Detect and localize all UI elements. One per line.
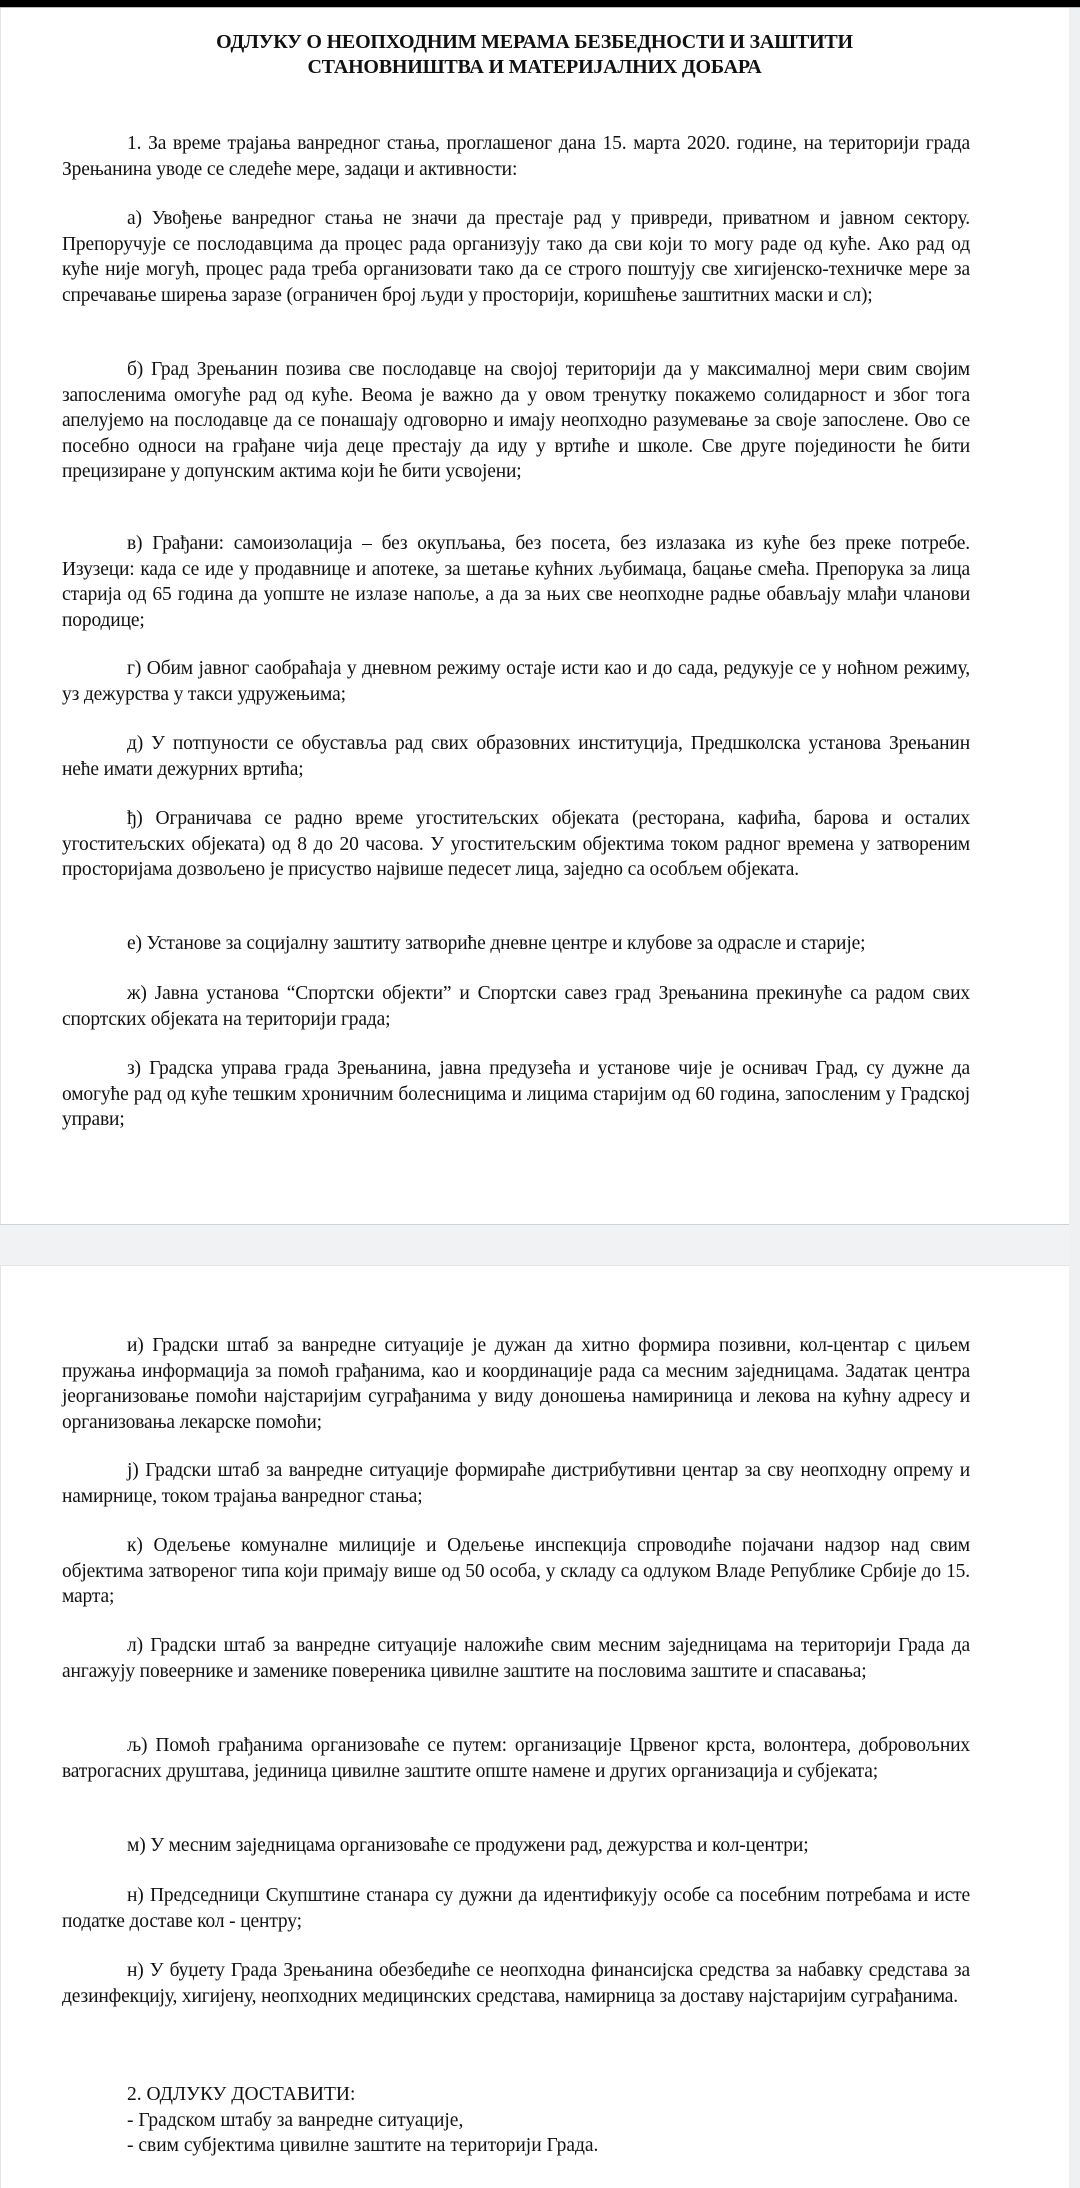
item-lj: љ) Помоћ грађанима организоваће се путем: организације Црвеног крста, волонтера, добровољних ватрогасних друштава, јединица цивилне заштите опште намене и других организација и субјеката; [62,1735,970,1782]
scrollbar[interactable] [1069,8,1080,2188]
delivery-heading: 2. ОДЛУКУ ДОСТАВИТИ: [127,2084,356,2105]
item-zh: ж) Јавна установа “Спортски објекти” и Спортски савез град Зрењанина прекинуће са радом свих спортских објеката на територији града; [62,983,970,1030]
item-z: з) Градска управа града Зрењанина, јавна предузећа и установе чије је оснивач Град, су дужне да омогуће рад од куће тешким хроничним болесницима и лицима старијим од 60 година, запосленим у Градској управи; [62,1058,970,1130]
top-status-bar [0,0,1080,8]
item-n: н) Председници Скупштине станара су дужни да идентификују особе са посебним потребама и исте податке доставе кол - центру; [62,1885,970,1932]
item-j: ј) Градски штаб за ванредне ситуације формираће дистрибутивни центар за сву неопходну опрему и намирнице, током трајања ванредног стања; [62,1460,970,1507]
title-line-1: ОДЛУКУ О НЕОПХОДНИМ МЕРАМА БЕЗБЕДНОСТИ И ЗАШТИТИ [216,31,853,53]
item-m: м) У месним заједницама организоваће се продужени рад, дежурства и кол-центри; [127,1835,809,1856]
item-n-budget: н) У буџету Града Зрењанина обезбедиће се неопходна финансијска средства за набавку средстава за дезинфекцију, хигијену, неопходних медицинских средстава, намирница за доставу најстаријим суграђанима. [62,1960,970,2007]
item-e: е) Установе за социјалну заштиту затвориће дневне центре и клубове за одрасле и старије; [127,933,866,954]
item-v: в) Грађани: самоизолација – без окупљања, без посета, без излазака из куће без преке потребе. Изузеци: када се иде у продавнице и апотеке, за шетање кућних љубимаца, бацање смећа. Препорука за лица старија од 65 година да уопште не излазе напоље, а да за њих све неопходне радње обављају млађи чланови породице; [62,533,970,631]
document-title [0,30,1069,80]
delivery-recipient: - свим субјектима цивилне заштите на територији Града. [127,2135,599,2156]
item-dj: ђ) Ограничава се радно време угоститељских објеката (ресторана, кафића, барова и осталих угоститељских објеката) од 8 до 20 часова. У угоститељским објектима током радног времена у затвореним просторијама дозвољено је присуство највише педесет лица, заједно са особљем објеката. [62,808,970,880]
delivery-recipient: - Градском штабу за ванредне ситуације, [127,2109,464,2131]
item-l: л) Градски штаб за ванредне ситуације наложиће свим месним заједницама на територији Града да ангажују повеернике и заменике повереника цивилне заштите на пословима заштите и спасавања; [62,1635,970,1682]
item-a: а) Увођење ванредног стања не значи да престаје рад у привреди, приватном и јавном сектору. Препоручује се послодавцима да процес рада организују тако да сви који то могу раде од куће. Ако рад од куће није могућ, процес рада треба организовати тако да се строго поштују све хигијенско-техничке мере за спречавање ширења заразе (ограничен број људи у просторији, коришћење заштитних маски и сл); [62,208,970,306]
item-i: и) Градски штаб за ванредне ситуације је дужан да хитно формира позивни, кол-центар с циљем пружања информација за помоћ грађанима, као и координације рада са месним заједницама. Задатак центра јеорганизовање помоћи најстаријим суграђанима у виду доношења намириница и лекова на кућну адресу и организовања лекарске помоћи; [62,1335,970,1433]
delivery-section [127,2082,927,2159]
item-g: г) Обим јавног саобраћаја у дневном режиму остаје исти као и до сада, редукује се у ноћном режиму, уз дежурства у такси удружењима; [62,658,970,705]
page-break [0,1224,1069,1266]
intro-paragraph: 1. За време трајања ванредног стања, проглашеног дана 15. марта 2020. године, на територији града Зрењанина уводе се следеће мере, задаци и активности: [62,133,970,180]
title-line-2: СТАНОВНИШТВА И МАТЕРИЈАЛНИХ ДОБАРА [307,56,762,78]
item-k: к) Одељење комуналне милиције и Одељење инспекција спроводиће појачани надзор над свим објектима затвореног типа који примају више од 50 особа, у складу са одлуком Владе Републике Србије до 15. марта; [62,1535,970,1607]
item-b: б) Град Зрењанин позива све послодавце на својој територији да у максималној мери свим својим запосленима омогуће рад од куће. Веома је важно да у овом тренутку покажемо солидарност и због тога апелујемо на послодавце да се понашају одговорно и имају неопходно разумевање за своје запослене. Ово се посебно односи на грађане чија деце престају да иду у вртиће и школе. Све друге појединости ће бити прецизиране у допунским актима који ће бити усвојени; [62,359,970,482]
item-d: д) У потпуности се обуставља рад свих образовних институција, Предшколска установа Зрењанин неће имати дежурних вртића; [62,733,970,780]
